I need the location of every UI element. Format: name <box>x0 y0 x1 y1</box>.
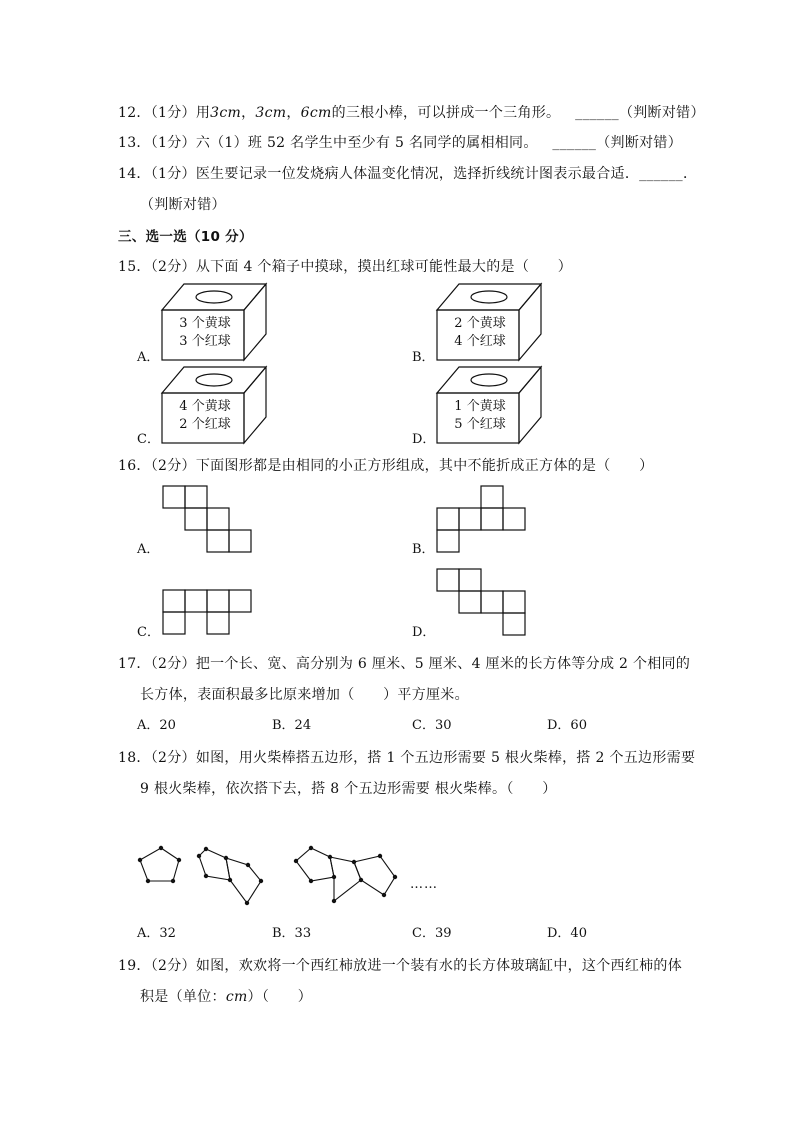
pentagon-ellipsis: …… <box>410 877 438 892</box>
section-heading: 三、选一选（10 分） <box>118 229 253 245</box>
question-14: 14．（1分）医生要记录一位发烧病人体温变化情况，选择折线统计图表示最合适．______． <box>118 166 698 182</box>
cube-net-a <box>162 485 256 555</box>
option-c[interactable]: C． <box>137 432 160 447</box>
question-17-line2: 长方体，表面积最多比原来增加（ ）平方厘米。 <box>140 687 469 703</box>
question-19-line1: 19．（2分）如图，欢欢将一个西红柿放进一个装有水的长方体玻璃缸中，这个西红柿的体 <box>118 958 683 974</box>
option-d[interactable]: D． <box>412 625 436 640</box>
question-13: 13．（1分）六（1）班 52 名学生中至少有 5 名同学的属相相同。 ______（判断对错） <box>118 135 683 151</box>
ball-box-b-text: 2 个黄球 4 个红球 <box>454 316 506 349</box>
option-c[interactable]: C．30 <box>412 718 452 733</box>
option-d[interactable]: D．60 <box>547 718 587 733</box>
option-c[interactable]: C．39 <box>412 926 452 941</box>
option-b[interactable]: B． <box>412 542 435 557</box>
ball-box-a-text: 3 个黄球 3 个红球 <box>179 316 231 349</box>
ball-box-c-text: 4 个黄球 2 个红球 <box>179 399 231 432</box>
pentagon-figure <box>130 835 410 915</box>
question-18-line1: 18．（2分）如图，用火柴棒搭五边形，搭 1 个五边形需要 5 根火柴棒，搭 2 个五边形需要 <box>118 750 696 766</box>
answer-blank[interactable]: ______ <box>552 135 597 151</box>
answer-blank[interactable]: ______ <box>575 105 619 121</box>
question-14-line2: （判断对错） <box>140 197 226 213</box>
option-d[interactable]: D． <box>412 432 436 447</box>
question-12: 12．（1分）用3cm，3cm，6cm的三根小棒，可以拼成一个三角形。 ______（判断对错） <box>118 105 705 121</box>
question-16-stem: 16．（2分）下面图形都是由相同的小正方形组成，其中不能折成正方体的是（ ） <box>118 458 654 474</box>
answer-blank[interactable]: ______ <box>639 166 683 182</box>
option-d[interactable]: D．40 <box>547 926 587 941</box>
option-b[interactable]: B．24 <box>272 718 312 733</box>
option-a[interactable]: A． <box>137 542 160 557</box>
question-18-line2: 9 根火柴棒，依次搭下去，搭 8 个五边形需要 根火柴棒。（ ） <box>140 781 557 797</box>
option-a[interactable]: A．20 <box>137 718 176 733</box>
cube-net-b <box>436 485 530 555</box>
cube-net-d <box>436 568 530 638</box>
option-a[interactable]: A．32 <box>137 926 176 941</box>
option-b[interactable]: B． <box>412 350 435 365</box>
option-a[interactable]: A． <box>137 350 160 365</box>
question-15-stem: 15．（2分）从下面 4 个箱子中摸球，摸出红球可能性最大的是（ ） <box>118 259 573 275</box>
question-17-line1: 17．（2分）把一个长、宽、高分别为 6 厘米、5 厘米、4 厘米的长方体等分成 2 个相同的 <box>118 656 691 672</box>
ball-box-d-text: 1 个黄球 5 个红球 <box>454 399 506 432</box>
option-b[interactable]: B．33 <box>272 926 312 941</box>
question-19-line2: 积是（单位：cm）（ ） <box>140 989 313 1005</box>
option-c[interactable]: C． <box>137 625 160 640</box>
cube-net-c <box>162 589 256 637</box>
